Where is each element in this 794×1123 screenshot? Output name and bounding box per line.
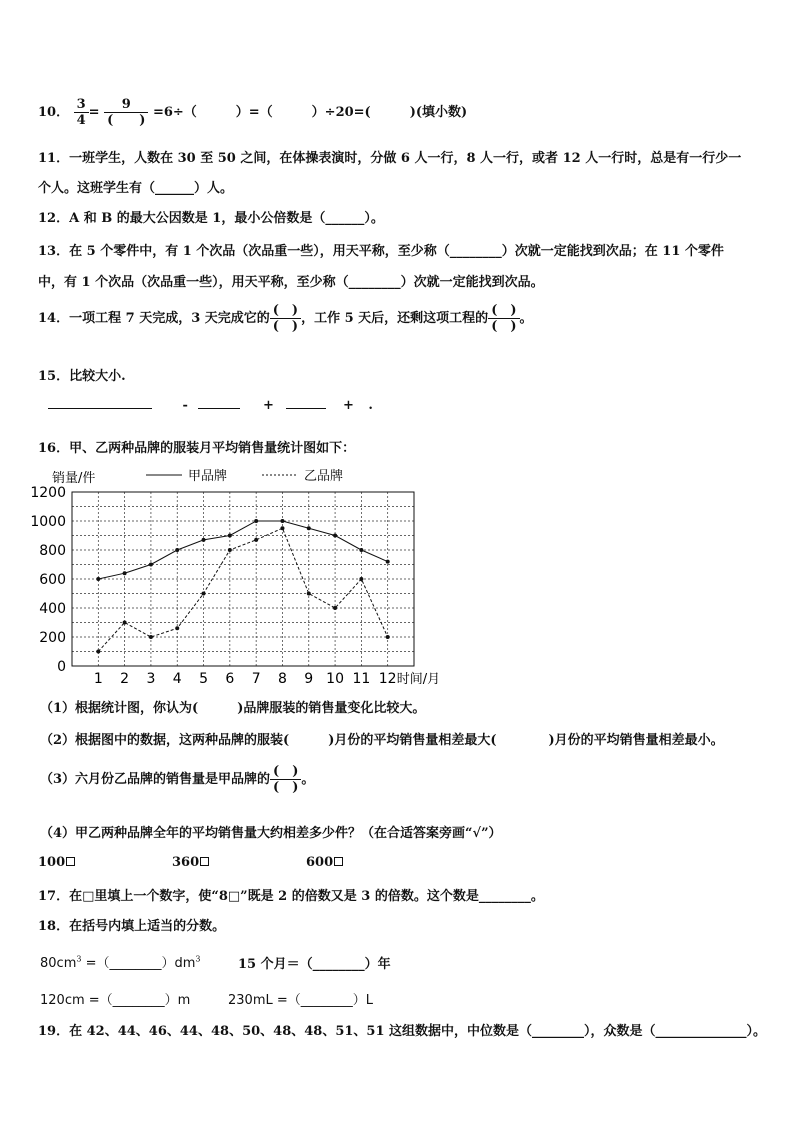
- x-tick-label: 5: [199, 671, 208, 687]
- series-2-point: [333, 606, 337, 610]
- x-tick-label: 11: [352, 671, 371, 687]
- series-2-point: [359, 577, 363, 581]
- question-15-blanks: - + + .: [48, 398, 373, 413]
- q10-rest: =6÷（ ）=（ ）÷20=( )(填小数): [152, 105, 468, 120]
- q15-blank-2[interactable]: [198, 408, 240, 409]
- y-tick-label: 200: [39, 630, 66, 646]
- q14-fraction-1: $\frac{( )}{( )}$: [270, 303, 301, 334]
- series-line-2: [98, 528, 387, 651]
- series-2-point: [386, 635, 390, 639]
- series-2-point: [96, 650, 100, 654]
- question-19: 19．在 42、44、46、44、48、50、48、48、51、51 这组数据中，中位数是（________），众数是（______________）。: [38, 1024, 767, 1039]
- q15-blank-3[interactable]: [286, 408, 326, 409]
- series-2-point: [228, 548, 232, 552]
- x-tick-label: 4: [172, 671, 182, 687]
- q10-fraction-2: $\frac{9}{( )}$: [104, 97, 148, 128]
- chart-legend: [146, 468, 343, 484]
- series-2-point: [280, 526, 284, 530]
- series-1-point: [333, 534, 337, 538]
- question-14: 14．一项工程 7 天完成，3 天完成它的 $\frac{( )}{( )}$ ，工作 5 天后，还剩这项工程的 $\frac{( )}{( )}$ 。: [38, 303, 533, 334]
- x-tick-label: 8: [278, 671, 287, 687]
- option-600[interactable]: 600: [306, 855, 343, 870]
- series-1-point: [280, 519, 284, 523]
- question-16-sub-2: （2）根据图中的数据，这两种品牌的服装( )月份的平均销售量相差最大( )月份的平均销售量相差最小。: [40, 733, 724, 748]
- question-17: 17．在□里填上一个数字，使“8□”既是 2 的倍数又是 3 的倍数。这个数是________。: [38, 889, 544, 904]
- chart-series: [96, 519, 389, 654]
- series-2-point: [202, 592, 206, 596]
- series-2-point: [307, 592, 311, 596]
- question-15: 15．比较大小.: [38, 369, 126, 384]
- series-1-point: [149, 563, 153, 567]
- question-11-line-2: 个人。这班学生有（______）人。: [38, 181, 234, 196]
- question-11-line-1: 11．一班学生，人数在 30 至 50 之间，在体操表演时，分做 6 人一行，8 人一行，或者 12 人一行时，总是有一行少一: [38, 151, 742, 166]
- q10-fraction-1: $\frac{3}{4}$: [74, 97, 89, 128]
- question-12: 12．A 和 B 的最大公因数是 1，最小公倍数是（______）。: [38, 211, 384, 226]
- q10-number: 10．: [38, 105, 70, 120]
- series-2-point: [149, 635, 153, 639]
- x-tick-label: 9: [304, 671, 314, 687]
- legend-label-2: 乙品牌: [304, 469, 344, 484]
- question-18: 18．在括号内填上适当的分数。: [38, 919, 226, 934]
- q18-item-d: 230mL =（________）L: [228, 993, 373, 1008]
- x-tick-label: 1: [93, 671, 103, 687]
- series-1-point: [386, 560, 390, 564]
- y-tick-label: 800: [39, 543, 66, 559]
- x-axis-title: 时间/月: [396, 672, 441, 687]
- y-tick-label: 1000: [30, 514, 66, 530]
- q18-item-a: $80cm^3$ $=(\_\_\_\_\_\_\_\_)dm^3$: [40, 954, 201, 971]
- x-tick-label: 6: [225, 671, 235, 687]
- series-2-point: [175, 626, 179, 630]
- x-tick-label: 3: [146, 671, 156, 687]
- question-16-sub-4: （4）甲乙两种品牌全年的平均销售量大约相差多少件？（在合适答案旁画“√”）: [40, 826, 502, 841]
- sales-line-chart: [30, 460, 470, 690]
- q15-blank-1[interactable]: [48, 408, 152, 409]
- checkbox-100[interactable]: [66, 857, 75, 866]
- series-2-point: [123, 621, 127, 625]
- q18-item-c: 120cm =（________）m: [40, 993, 191, 1008]
- series-1-point: [359, 548, 363, 552]
- x-tick-label: 2: [120, 671, 130, 687]
- y-tick-label: 0: [57, 659, 66, 675]
- question-13-line-2: 中，有 1 个次品（次品重一些），用天平称，至少称（________）次就一定能找到次品。: [38, 275, 544, 290]
- x-tick-label: 12: [378, 671, 397, 687]
- question-10: 10． $\frac{3}{4}$ = $\frac{9}{( )}$ =6÷（ ）=（ ）÷20=( )(填小数): [38, 97, 468, 128]
- series-1-point: [307, 526, 311, 530]
- q14-fraction-2: $\frac{( )}{( )}$: [488, 303, 519, 334]
- x-tick-label: 10: [326, 671, 344, 687]
- option-100[interactable]: 100: [38, 855, 75, 870]
- q16-fraction: $\frac{( )}{( )}$: [270, 764, 301, 795]
- y-axis-title: 销量/件: [52, 471, 96, 486]
- series-1-point: [228, 534, 232, 538]
- x-tick-label: 7: [251, 671, 261, 687]
- y-tick-label: 600: [39, 572, 66, 588]
- y-tick-label: 400: [39, 601, 66, 617]
- series-1-point: [175, 548, 179, 552]
- chart-ticks: [30, 470, 440, 687]
- y-tick-label: 1200: [30, 485, 66, 501]
- legend-label-1: 甲品牌: [188, 469, 228, 484]
- series-2-point: [254, 538, 258, 542]
- checkbox-600[interactable]: [334, 857, 343, 866]
- q18-item-b: 15 个月＝（________）年: [238, 957, 391, 972]
- series-1-point: [202, 538, 206, 542]
- option-360[interactable]: 360: [172, 855, 209, 870]
- question-16-sub-1: （1）根据统计图，你认为( )品牌服装的销售量变化比较大。: [40, 701, 426, 716]
- question-16: 16．甲、乙两种品牌的服装月平均销售量统计图如下：: [38, 441, 356, 456]
- series-1-point: [123, 571, 127, 575]
- question-13-line-1: 13．在 5 个零件中，有 1 个次品（次品重一些），用天平称，至少称（________）次就一定能找到次品；在 11 个零件: [38, 244, 724, 259]
- checkbox-360[interactable]: [200, 857, 209, 866]
- series-1-point: [96, 577, 100, 581]
- series-1-point: [254, 519, 258, 523]
- question-16-sub-3: （3）六月份乙品牌的销售量是甲品牌的 $\frac{( )}{( )}$ 。: [40, 764, 315, 795]
